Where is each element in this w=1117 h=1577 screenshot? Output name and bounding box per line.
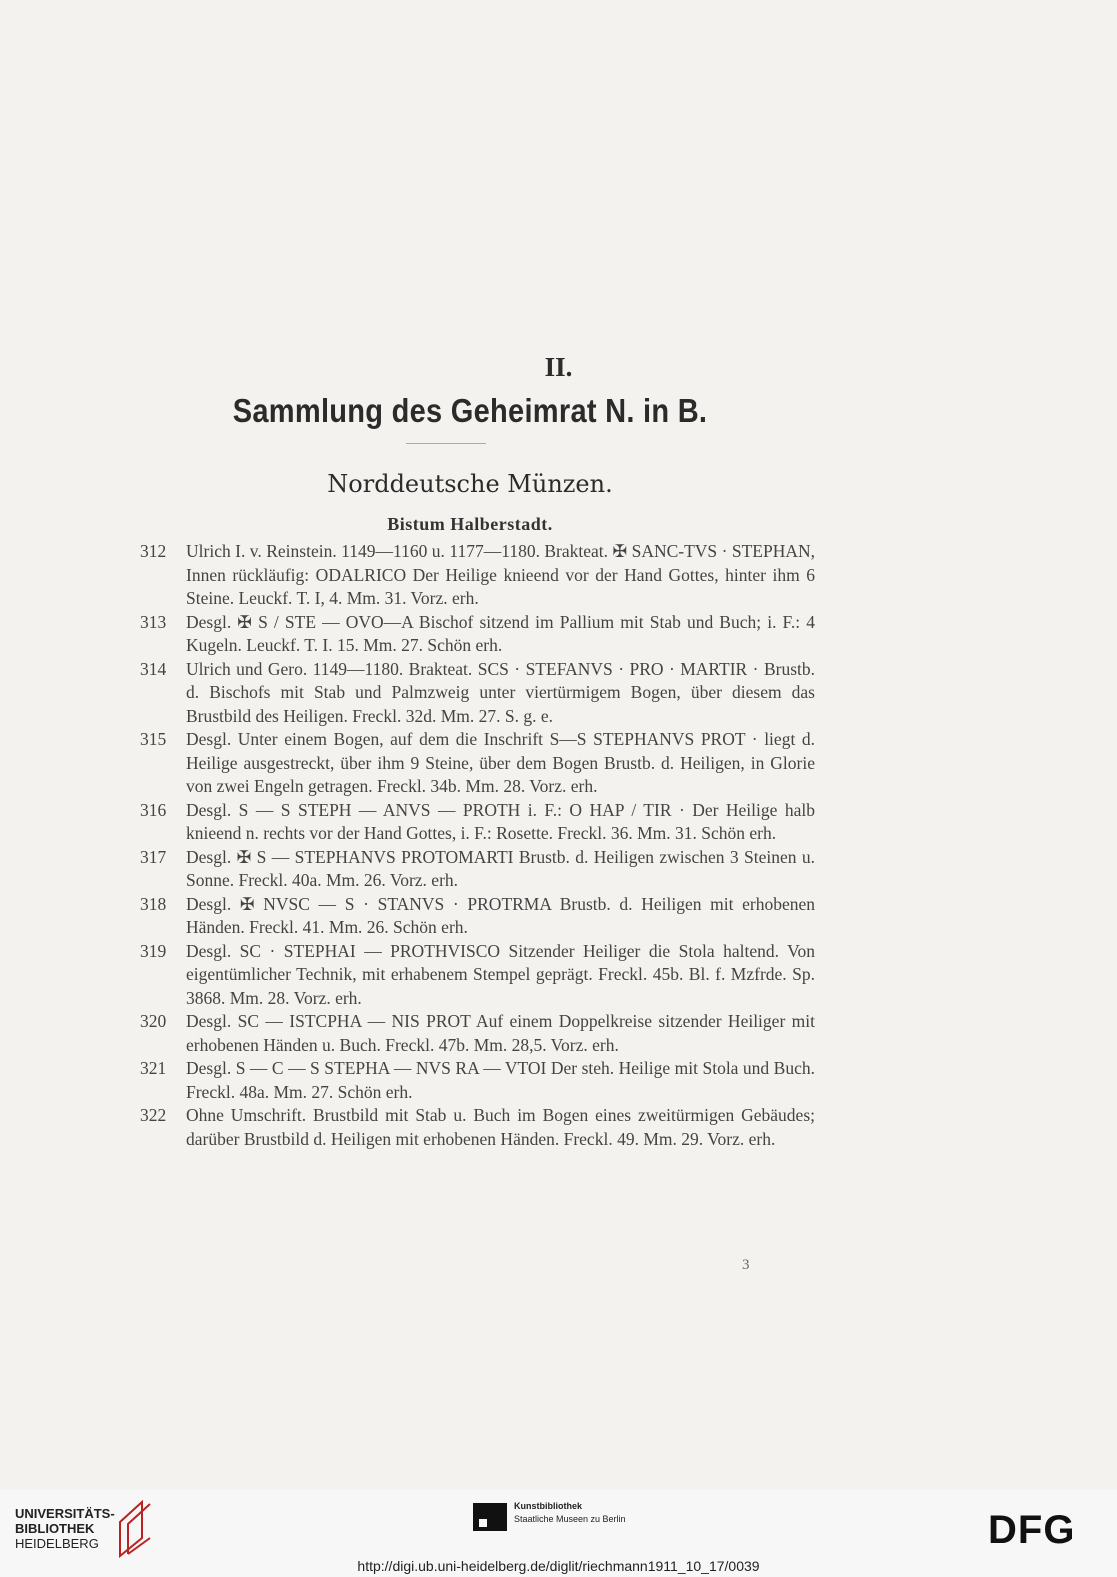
title-divider: [406, 443, 486, 444]
kb-subtitle: Staatliche Museen zu Berlin: [514, 1514, 626, 1524]
kunstbibliothek-label[interactable]: [514, 1500, 626, 1526]
catalogue-entry: [140, 611, 815, 658]
entry-text: Desgl. ✠ NVSC — S · STANVS · PROTRMA Brustb. d. Heiligen mit erhobenen Händen. Freckl. 41. Mm. 26. Schön erh.: [186, 893, 815, 937]
entry-number: 315: [140, 729, 167, 749]
entry-text: Desgl. ✠ S / STE — OVO—A Bischof sitzend im Pallium mit Stab und Buch; i. F.: 4 Kugeln. Leuckf. T. I. 15. Mm. 27. Schön erh.: [186, 611, 815, 655]
kunstbibliothek-logo-icon[interactable]: [473, 1503, 507, 1531]
catalogue-entry: [140, 728, 815, 799]
source-url[interactable]: http://digi.ub.uni-heidelberg.de/diglit/riechmann1911_10_17/0039: [357, 1558, 760, 1574]
entry-number: 316: [140, 799, 167, 820]
entry-number: 317: [140, 846, 167, 867]
catalogue-entry: [140, 1057, 815, 1104]
entry-text: Desgl. Unter einem Bogen, auf dem die Inschrift S—S STEPHANVS PROT · liegt d. Heilige ausgestreckt, über ihm 9 Steine, über dem Bogen Brustb. d. Heiligen, in Glorie von zwei Engeln getragen. Freckl. 34b. Mm. 28. Vorz. erh.: [186, 729, 815, 796]
entry-text: Desgl. S — S STEPH — ANVS — PROTH i. F.: O HAP / TIR · Der Heilige halb knieend n. rechts vor der Hand Gottes, i. F.: Rosette. Freckl. 36. Mm. 31. Schön erh.: [186, 799, 815, 843]
collection-title: Sammlung des Geheimrat N. in B.: [232, 392, 708, 429]
catalogue-entries: [140, 540, 815, 1151]
subtitle: Norddeutsche Münzen.: [327, 470, 613, 498]
entry-number: 318: [140, 893, 167, 914]
uni-line-2: BIBLIOTHEK: [15, 1521, 95, 1536]
university-library-logo-icon[interactable]: [112, 1498, 156, 1558]
page-number: 3: [742, 1257, 750, 1273]
entry-text: Desgl. SC · STEPHAI — PROTHVISCO Sitzender Heiliger die Stola haltend. Von eigentümlicher Technik, mit erhabenem Stempel geprägt. Freckl. 45b. Bl. f. Mzfrde. Sp. 3868. Mm. 28. Vorz. erh.: [186, 940, 815, 1008]
entry-text: Ulrich I. v. Reinstein. 1149—1160 u. 1177—1180. Brakteat. ✠ SANC-TVS · STEPHAN, Innen rückläufig: ODALRICO Der Heilige knieend vor der Hand Gottes, hinter ihm 6 Steine. Leuckf. T. I, 4. Mm. 31. Vorz. erh.: [186, 541, 815, 608]
entry-number: 322: [140, 1105, 167, 1125]
entry-text: Ohne Umschrift. Brustbild mit Stab u. Buch im Bogen eines zweitürmigen Gebäudes; darüber Brustbild d. Heiligen mit erhobenen Händen. Freckl. 49. Mm. 29. Vorz. erh.: [186, 1105, 815, 1149]
entry-text: Desgl. SC — ISTCPHA — NIS PROT Auf einem Doppelkreise sitzender Heiliger mit erhobenen Händen u. Buch. Freckl. 47b. Mm. 28,5. Vorz. erh.: [186, 1011, 815, 1055]
entry-number: 313: [140, 611, 167, 632]
catalogue-entry: [140, 1010, 815, 1057]
entry-number: 321: [140, 1058, 167, 1078]
catalogue-entry: [140, 658, 815, 729]
catalogue-entry: [140, 540, 815, 611]
catalogue-entry: [140, 940, 815, 1011]
entry-text: Ulrich und Gero. 1149—1180. Brakteat. SCS · STEFANVS · PRO · MARTIR · Brustb. d. Bischofs mit Stab und Palmzweig unter viertürmigem Bogen, über diesem das Brustbild des Heiligen. Freckl. 32d. Mm. 27. S. g. e.: [186, 658, 815, 726]
catalogue-entry: [140, 799, 815, 846]
catalogue-entry: [140, 893, 815, 940]
catalogue-entry: [140, 1104, 815, 1151]
entry-number: 314: [140, 658, 167, 679]
entry-number: 312: [140, 541, 167, 561]
region-heading: Bistum Halberstadt.: [387, 514, 553, 534]
catalogue-entry: [140, 846, 815, 893]
entry-number: 319: [140, 940, 167, 961]
entry-number: 320: [140, 1011, 167, 1031]
entry-text: Desgl. ✠ S — STEPHANVS PROTOMARTI Brustb. d. Heiligen zwischen 3 Steinen u. Sonne. Freckl. 40a. Mm. 26. Vorz. erh.: [186, 846, 815, 890]
kb-title: Kunstbibliothek: [514, 1501, 582, 1511]
uni-line-1: UNIVERSITÄTS-: [15, 1506, 115, 1521]
uni-line-3: HEIDELBERG: [15, 1536, 99, 1551]
university-library-logo-text[interactable]: [15, 1506, 115, 1551]
entry-text: Desgl. S — C — S STEPHA — NVS RA — VTOI Der steh. Heilige mit Stola und Buch. Freckl. 48a. Mm. 27. Schön erh.: [186, 1058, 815, 1102]
section-number: II.: [544, 352, 573, 382]
dfg-logo[interactable]: DFG: [988, 1508, 1076, 1552]
